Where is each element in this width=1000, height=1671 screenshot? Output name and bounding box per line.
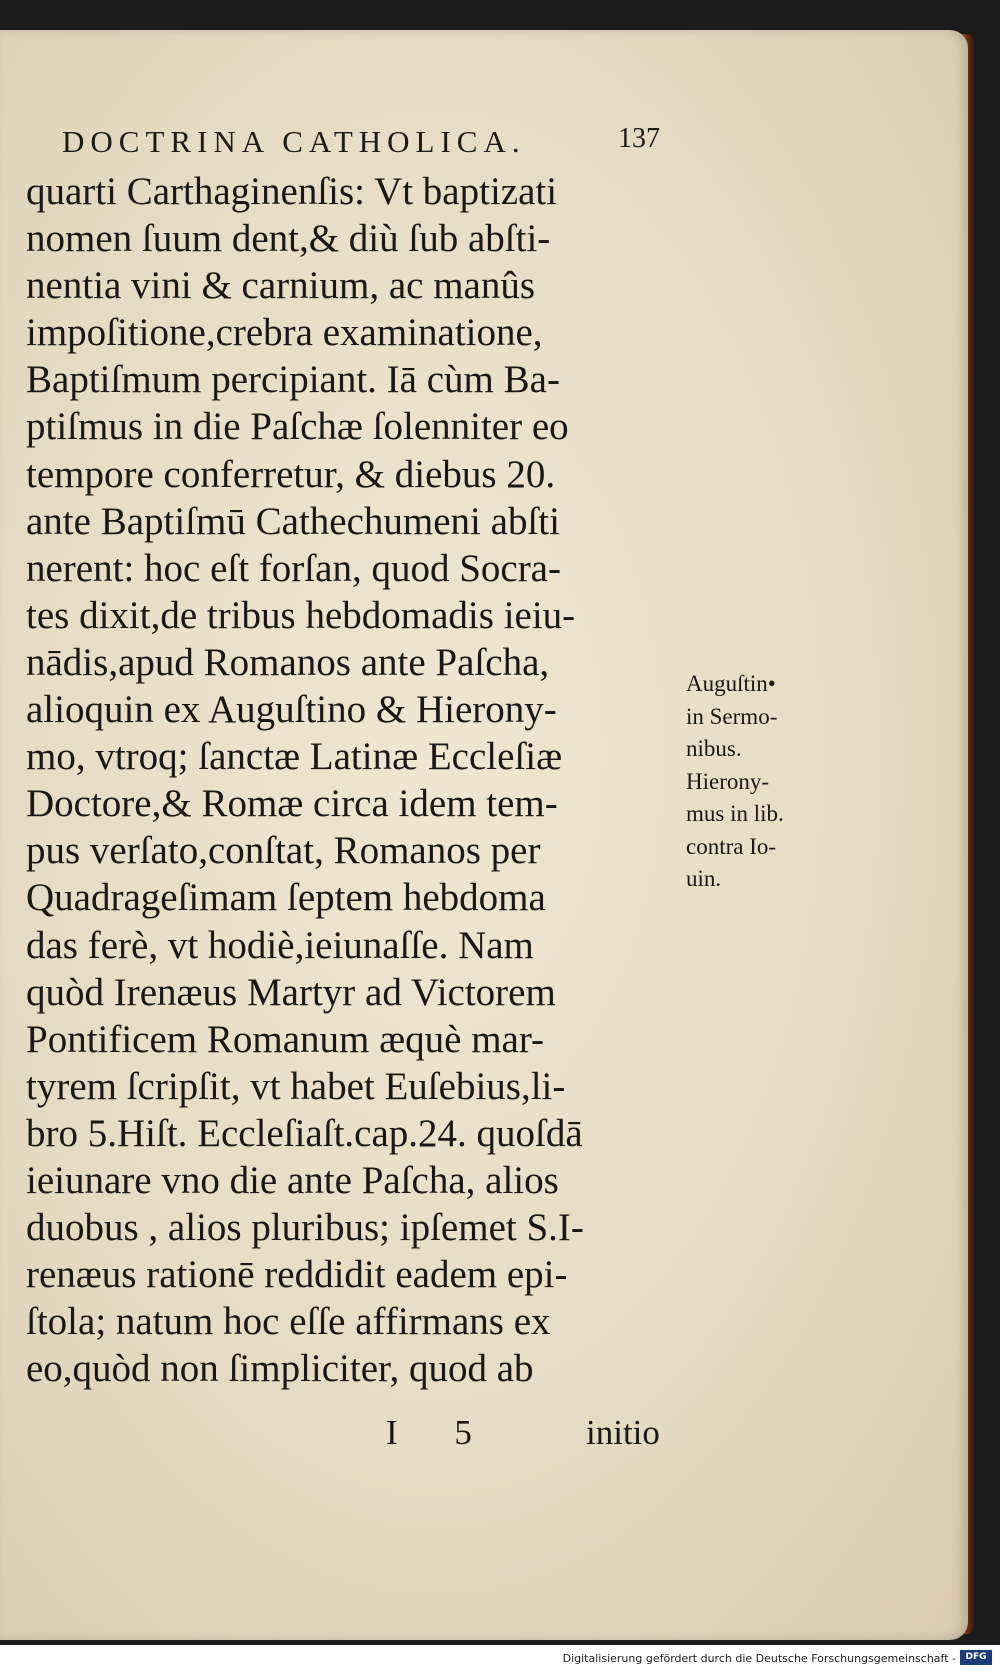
text-line: renæus rationē reddidit eadem epi-: [26, 1253, 568, 1297]
text-line: mo, vtroq; ſanctæ Latinæ Eccleſiæ: [26, 735, 563, 779]
text-line: ante Baptiſmū Cathechumeni abſti: [26, 499, 560, 543]
main-text: [26, 168, 686, 1392]
marginal-note: in Sermo-: [686, 703, 778, 729]
text-line: das ferè, vt hodiè,ieiunaſſe. Nam: [26, 923, 534, 967]
marginal-note: Hierony-: [686, 768, 770, 794]
text-line: tempore conferretur, & diebus 20.: [26, 452, 556, 496]
text-line: eo,quòd non ſimpliciter, quod ab: [26, 1347, 534, 1391]
running-head: DOCTRINA CATHOLICA.: [62, 124, 526, 159]
text-line: bro 5.Hiſt. Eccleſiaſt.cap.24. quoſdā: [26, 1111, 583, 1155]
signature-mark: I 5: [386, 1413, 496, 1452]
text-line: ieiunare vno die ante Paſcha, alios: [26, 1158, 559, 1202]
text-line: ptiſmus in die Paſchæ ſolenniter eo: [26, 405, 569, 449]
marginal-note: uin.: [686, 866, 722, 891]
text-line: nentia vini & carnium, ac manûs: [26, 264, 536, 308]
marginal-note: contra Io-: [686, 833, 777, 859]
text-line: quòd Irenæus Martyr ad Victorem: [26, 970, 556, 1014]
funding-credit: Digitalisierung gefördert durch die Deutsche Forschungsgemeinschaft -: [562, 1652, 956, 1665]
text-line: pus verſato,conſtat, Romanos per: [26, 829, 541, 873]
text-line: tyrem ſcripſit, vt habet Euſebius,li-: [26, 1064, 566, 1108]
text-line: alioquin ex Auguſtino & Hierony-: [26, 688, 557, 732]
text-line: Quadrageſimam ſeptem hebdoma: [26, 876, 546, 920]
dfg-logo: DFG: [960, 1650, 992, 1665]
text-line: duobus , alios pluribus; ipſemet S.I-: [26, 1206, 584, 1250]
text-line: Baptiſmum percipiant. Iā cùm Ba-: [26, 358, 560, 402]
text-line: nomen ſuum dent,& diù ſub abſti-: [26, 217, 551, 261]
catchword: initio: [586, 1413, 660, 1452]
page-number: 137: [618, 123, 660, 154]
marginal-note: Auguſtin•: [686, 671, 776, 696]
text-line: tes dixit,de tribus hebdomadis ieiu-: [26, 593, 576, 637]
text-line: Pontificem Romanum æquè mar-: [26, 1017, 545, 1061]
text-line: nādis,apud Romanos ante Paſcha,: [26, 640, 550, 684]
text-line: nerent: hoc eſt forſan, quod Socra-: [26, 546, 561, 590]
marginal-note: mus in lib.: [686, 801, 784, 826]
marginal-note: nibus.: [686, 736, 742, 761]
text-line: Doctore,& Romæ circa idem tem-: [26, 782, 558, 826]
marginal-notes: [686, 668, 836, 896]
text-line: quarti Carthaginenſis: Vt baptizati: [26, 170, 558, 213]
text-line: impoſitione,crebra examinatione,: [26, 311, 543, 355]
text-line: ſtola; natum hoc eſſe affirmans ex: [26, 1300, 551, 1344]
